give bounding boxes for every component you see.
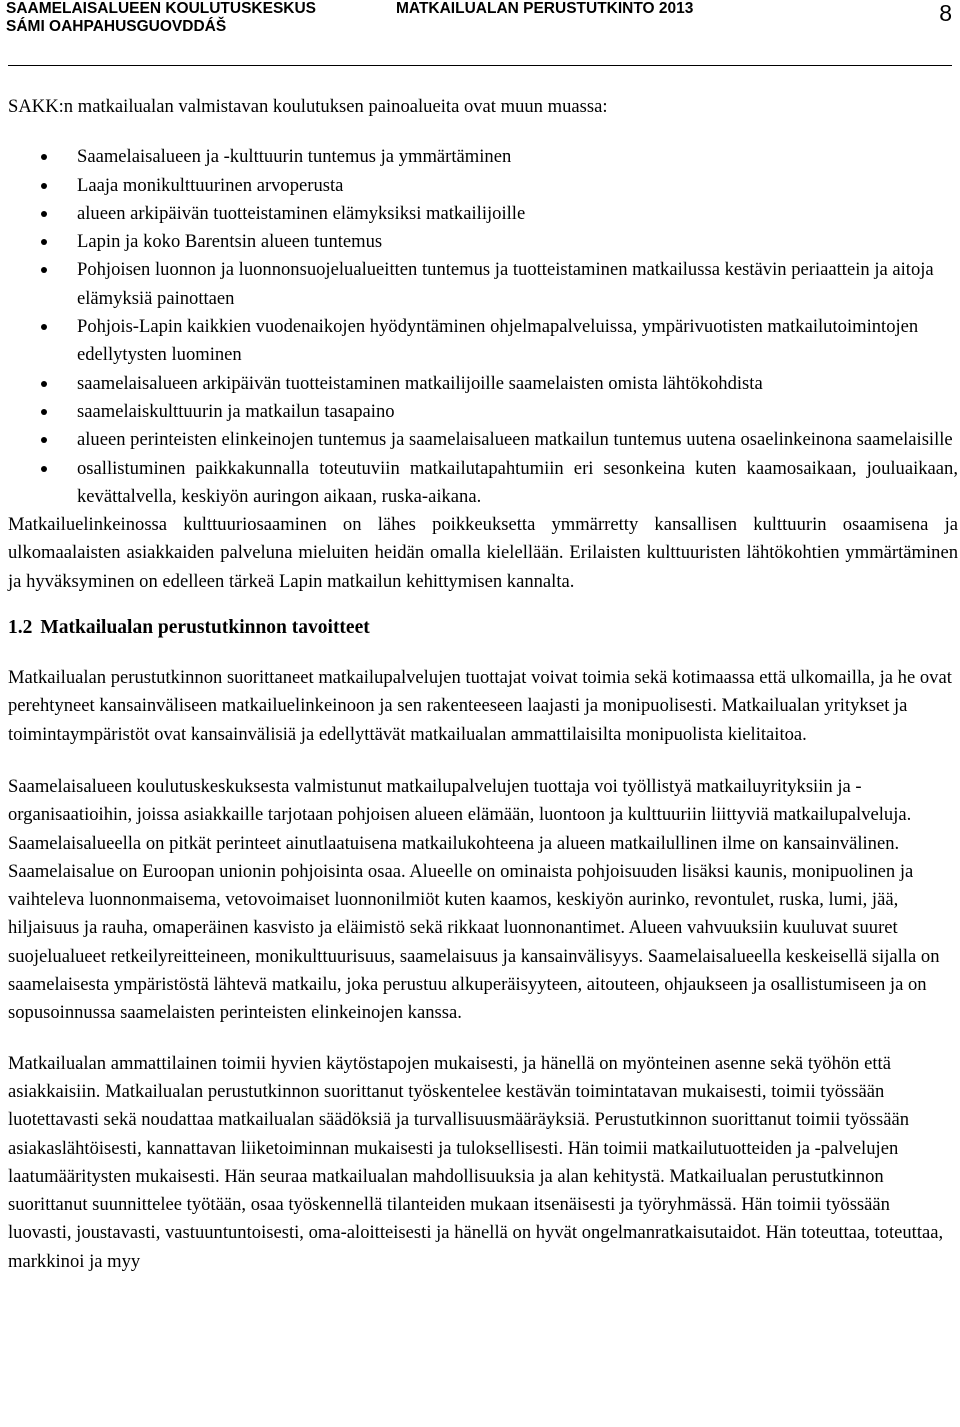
list-item: Saamelaisalueen ja -kulttuurin tuntemus ja ymmärtäminen (8, 143, 958, 171)
list-item: Pohjoisen luonnon ja luonnonsuojelualueitten tuntemus ja tuotteistaminen matkailussa kestävin periaattein ja aitoja elämyksiä painottaen (8, 256, 958, 313)
page-header (0, 0, 960, 68)
list-item: saamelaiskulttuurin ja matkailun tasapaino (8, 398, 958, 426)
list-item: Laaja monikulttuurinen arvoperusta (8, 172, 958, 200)
intro-paragraph: SAKK:n matkailualan valmistavan koulutuksen painoalueita ovat muun muassa: (8, 96, 608, 117)
list-item: alueen perinteisten elinkeinojen tuntemus ja saamelaisalueen matkailun tuntemus uutena osaelinkeinona saamelaisille (8, 426, 958, 454)
list-item: osallistuminen paikkakunnalla toteutuviin matkailutapahtumiin eri sesonkeina kuten kaamosaikaan, jouluaikaan, kevättalvella, keskiyön auringon aikaan, ruska-aikana. (8, 455, 958, 512)
section-number: 1.2 (8, 617, 33, 639)
body-paragraph: Matkailuelinkeinossa kulttuuriosaaminen on lähes poikkeuksetta ymmärretty kansallisen kulttuurin osaamisena ja ulkomaalaisten asiakkaiden palveluna mieluiten heidän omalla kielellään. Erilaisten kulttuuristen lähtökohtien ymmärtäminen ja hyväksyminen on edelleen tärkeä Lapin matkailun kehittymisen kannalta. (8, 514, 958, 592)
document-body (8, 93, 958, 1276)
header-document-title: MATKAILUALAN PERUSTUTKINTO 2013 (396, 0, 694, 17)
list-item: saamelaisalueen arkipäivän tuotteistaminen matkailijoille saamelaisten omista lähtökohdista (8, 370, 958, 398)
body-paragraph: Matkailualan perustutkinnon suorittaneet matkailupalvelujen tuottajat voivat toimia sekä kotimaassa että ulkomailla, ja he ovat perehtyneet kansainväliseen matkailuelinkeinoon ja sen rakenteeseen laajasti ja monipuolisesti. Matkailualan yritykset ja toimintaympäristöt ovat kansainvälisiä ja edellyttävät matkailualan ammattilaisilta monipuolista kielitaitoa. (8, 667, 952, 745)
section-title: Matkailualan perustutkinnon tavoitteet (40, 617, 370, 639)
list-item: alueen arkipäivän tuotteistaminen elämyksiksi matkailijoille (8, 200, 958, 228)
page-number: 8 (939, 0, 952, 26)
body-paragraph: Matkailualan ammattilainen toimii hyvien käytöstapojen mukaisesti, ja hänellä on myönteinen asenne sekä työhön että asiakkaisiin. Matkailualan perustutkinnon suorittanut työskentelee kestävän toimintatavan mukaisesti, toimii työssään luotettavasti sekä noudattaa matkailualan säädöksiä ja turvallisuusmääräyksiä. Perustutkinnon suorittanut toimii työssään asiakaslähtöisesti, kannattavan liiketoiminnan mukaisesti ja tuloksellisesti. Hän toimii matkailutuotteiden ja -palvelujen laatumääritysten mukaisesti. Hän seuraa matkailualan mahdollisuuksia ja alan kehitystä. Matkailualan perustutkinnon suorittanut suunnittelee työtään, osaa työskennellä tilanteiden mukaan itsenäisesti ja työryhmässä. Hän toimii työssään luovasti, joustavasti, vastuuntuntoisesti, oma-aloitteisesti ja hänellä on hyvät ongelmanratkaisutaidot. Hän toteuttaa, toteuttaa, markkinoi ja myy (8, 1052, 944, 1272)
body-paragraph: Saamelaisalueen koulutuskeskuksesta valmistunut matkailupalvelujen tuottaja voi työllistyä matkailuyrityksiin ja -organisaatioihin, joissa asiakkaille tarjotaan pohjoisen alueen elämään, luontoon ja kulttuuriin liittyviä matkailupalveluja. Saamelaisalueella on pitkät perinteet ainutlaatuisena matkailukohteena ja alueen matkailullinen ilme on kansainvälinen. Saamelaisalue on Euroopan unionin pohjoisinta osaa. Alueelle on ominaista pohjoisuuden lisäksi kaunis, monipuolinen ja vaihteleva luonnonmaisema, vetovoimaiset luonnonilmiöt kuten kaamos, keskiyön aurinko, revontulet, ruska, lumi, jää, hiljaisuus ja rauha, omaperäinen kasvisto ja eläimistö sekä rikkaat luonnonantimet. Alueen vahvuuksiin kuuluvat suuret suojelualueet retkeilyreitteineen, monikulttuurisuus, saamelaisuus ja kansainvälisyys. Saamelaisalueella keskeisellä sijalla on saamelaisesta ympäristöstä lähtevä matkailu, joka perustuu alkuperäisyyteen, aitouteen, ohjaukseen ja osallistumiseen ja on sopusoinnussa saamelaisten perinteisten elinkeinojen kanssa. (8, 775, 940, 1024)
header-organization-sami: SÁMI OAHPAHUSGUOVDDÁŠ (6, 18, 227, 35)
header-rule (8, 65, 952, 66)
focus-area-list (8, 143, 958, 511)
header-organization: SAAMELAISALUEEN KOULUTUSKESKUS (6, 0, 317, 17)
list-item: Pohjois-Lapin kaikkien vuodenaikojen hyödyntäminen ohjelmapalveluissa, ympärivuotisten matkailutoimintojen edellytysten luominen (8, 313, 958, 370)
list-item: Lapin ja koko Barentsin alueen tuntemus (8, 228, 958, 256)
section-heading (8, 614, 958, 642)
